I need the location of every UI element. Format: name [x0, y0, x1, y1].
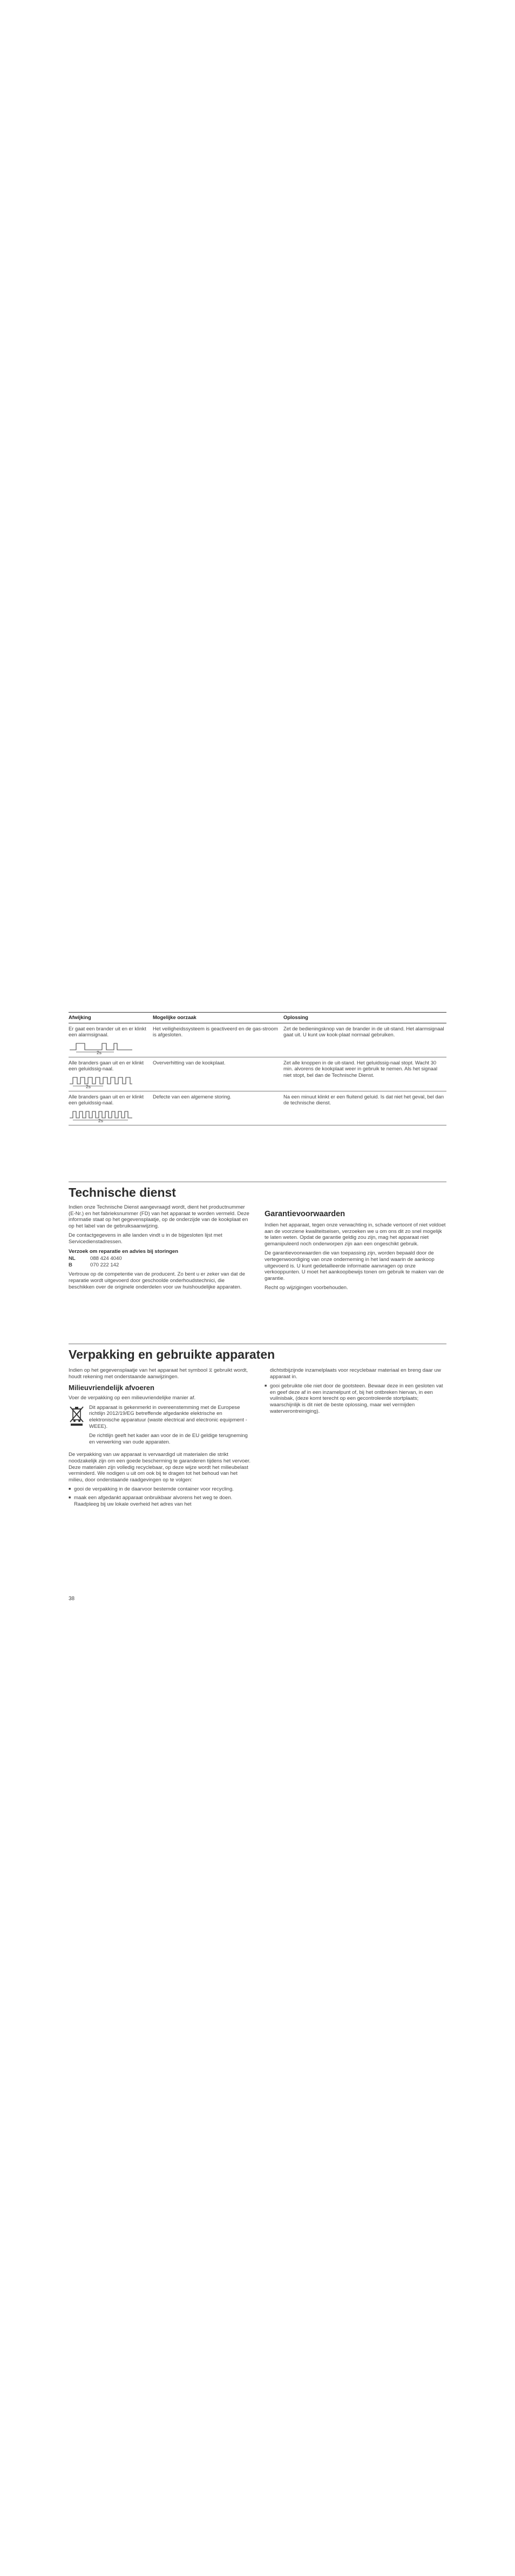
list-item: ■ gooi de verpakking in de daarvoor bestemde container voor recycling. [69, 1486, 251, 1493]
cause-text: Oververhitting van de kookplaat. [153, 1059, 226, 1066]
recycling-list [69, 1486, 251, 1507]
packaging-right-column [265, 1367, 446, 1417]
warranty-paragraph: Recht op wijzigingen voorbehouden. [265, 1285, 348, 1291]
table-row [69, 1057, 446, 1091]
signal-pattern-single-icon [69, 1040, 133, 1054]
solution-text: Zet alle knoppen in de uit-stand. Het geluidssig-naal stopt. Wacht 30 min. alvorens de kookplaat weer in gebruik te nemen. Als het signaal niet stopt, bel dan de Technische Dienst. [283, 1059, 438, 1078]
service-paragraph: De contactgegevens in alle landen vindt u in de bijgesloten lijst met Servicedienstadressen. [69, 1232, 222, 1245]
svg-text:2s: 2s [86, 1083, 91, 1088]
cause-text: Het veiligheidssysteem is geactiveerd en de gas-stroom is afgesloten. [153, 1025, 278, 1037]
phone-number: 088 424 4040 [90, 1256, 122, 1262]
table-row [69, 1023, 446, 1057]
warranty-paragraph: De garantievoorwaarden die van toepassing zijn, worden bepaald door de vertegenwoordiging van onze onderneming in het land waarin de aankoop uitgevoerd is. U kunt gedetailleerde informatie aanvragen op onze verkooppunten. U moet het aankoopbewijs tonen om gebruik te maken van de garantie. [265, 1250, 444, 1282]
header-solution: Oplossing [283, 1014, 308, 1020]
recycling-list [265, 1383, 446, 1414]
deviation-text: Alle branders gaan uit en er klinkt een geluidssig-naal. [69, 1059, 144, 1071]
table-row [69, 1091, 446, 1125]
cause-text: Defecte van een algemene storing. [153, 1093, 232, 1100]
svg-text:2s: 2s [97, 1049, 101, 1054]
svg-text:2s: 2s [98, 1117, 103, 1122]
signal-pattern-continuous-icon [69, 1108, 133, 1122]
warranty-paragraph: Indien het apparaat, tegen onze verwachting in, schade vertoont of niet voldoet aan de voorziene kwaliteitseisen, verzoeken we u om ons dit zo snel mogelijk te laten weten. Opdat de garantie geldig zou zijn, mag het apparaat niet gemanipuleerd noch onderworpen zijn aan een ongeschikt gebruik. [265, 1222, 446, 1247]
service-paragraph: Indien onze Technische Dienst aangevraagd wordt, dient het productnummer (E-Nr.) en het fabrieksnummer (FD) van het apparaat te worden vermeld. Deze informatie staat op het gegevensplaatje, op de onderzijde van de kookplaat en op het label van de gebruiksaanwijzing. [69, 1204, 249, 1229]
list-item: ■ gooi gebruikte olie niet door de gootsteen. Bewaar deze in een gesloten vat en geef deze af in een inzamelpunt of, bij het ontbreken hiervan, in een vuilnisbak, (deze komt terecht op een gecontroleerde stortplaats; waarschijnlijk is dit niet de beste oplossing, maar wel vermijden waterverontreiniging). [265, 1383, 446, 1414]
list-item-continuation: dichtstbijzijnde inzamelplaats voor recyclebaar materiaal en breng daar uw apparaat in. [270, 1367, 441, 1380]
country-code: B [69, 1262, 72, 1268]
phone-row-b [69, 1262, 251, 1269]
environment-subheading: Milieuvriendelijk afvoeren [69, 1384, 154, 1392]
header-cause: Mogelijke oorzaak [153, 1014, 196, 1020]
packaging-title: Verpakking en gebruikte apparaten [69, 1347, 275, 1361]
country-code: NL [69, 1256, 76, 1262]
troubleshooting-table [69, 1012, 446, 1125]
page-number: 38 [69, 1596, 75, 1602]
header-deviation: Afwijking [69, 1014, 91, 1020]
phone-number: 070 222 142 [90, 1262, 119, 1268]
phone-row-nl [69, 1256, 251, 1262]
warranty-title: Garantievoorwaarden [265, 1210, 345, 1218]
packaging-paragraph: Voer de verpakking op een milieuvriendelijke manier af. [69, 1395, 196, 1401]
warranty-column [265, 1210, 446, 1294]
deviation-text: Er gaat een brander uit en er klinkt een alarmsignaal. [69, 1025, 146, 1037]
packaging-paragraph: De verpakking van uw apparaat is vervaardigd uit materialen die strikt noodzakelijk zijn om een goede bescherming te garanderen tijdens het vervoer. Deze materialen zijn volledig recyclebaar, op deze wijze wordt het milieubelast verminderd. We nodigen u uit om ook bij te dragen tot het behoud van het milieu, door onderstaande raadgevingen op te volgen: [69, 1452, 251, 1483]
weee-text: Dit apparaat is gekenmerkt in overeenstemming met de Europese richtlijn 2012/19/EG betreffende afgedankte elektrische en elektronische apparatuur (waste electrical and electronic equipment - WEEE). [89, 1404, 247, 1429]
list-item: ■ maak een afgedankt apparaat onbruikbaar alvorens het weg te doen. Raadpleeg bij uw lokale overheid het adres van het [69, 1495, 251, 1507]
solution-text: Na een minuut klinkt er een fluitend geluid. Is dat niet het geval, bel dan de technische dienst. [283, 1093, 444, 1105]
table-header [69, 1012, 446, 1023]
solution-text: Zet de bedieningsknop van de brander in de uit-stand. Het alarmsignaal gaat uit. U kunt uw kook-plaat normaal gebruiken. [283, 1025, 444, 1037]
service-paragraph: Vertrouw op de competentie van de producent. Zo bent u er zeker van dat de reparatie wordt uitgevoerd door geschoolde onderhoudstechnici, die beschikken over de originele onderdelen voor uw huishoudelijke apparaten. [69, 1271, 245, 1290]
crossed-bin-icon [69, 1405, 85, 1426]
service-title: Technische dienst [69, 1185, 176, 1199]
packaging-intro: Indien op het gegevensplaatje van het apparaat het symbool ⧖ gebruikt wordt, houdt rekening met onderstaande aanwijzingen. [69, 1367, 248, 1380]
signal-pattern-repeated-icon [69, 1074, 133, 1088]
repair-subheading: Verzoek om reparatie en advies bij storingen [69, 1248, 179, 1255]
weee-block [69, 1405, 251, 1449]
deviation-text: Alle branders gaan uit en er klinkt een geluidssig-naal. [69, 1093, 144, 1105]
weee-text: De richtlijn geeft het kader aan voor de in de EU geldige terugneming en verwerking van oude apparaten. [89, 1433, 248, 1445]
service-column [69, 1204, 251, 1293]
packaging-left-column [69, 1367, 251, 1509]
